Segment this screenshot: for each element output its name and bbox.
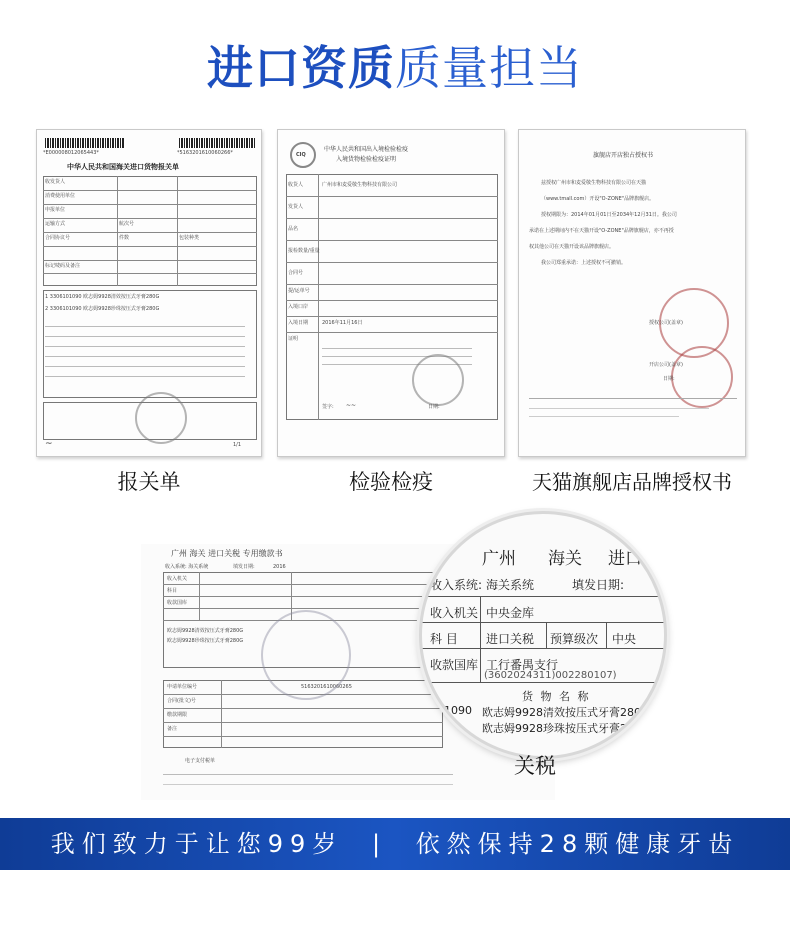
tax-goods-line: 欧志姆9928清效按压式牙膏280G <box>167 628 244 634</box>
lens-system-value: 海关系统 <box>486 578 535 592</box>
lens-row-value: 中央金库 <box>486 606 535 620</box>
customs-label: 航次号 <box>119 221 135 227</box>
authorization-opener: 开店公司(盖章) <box>649 362 683 368</box>
tax-year: 2016 <box>273 564 286 570</box>
inspection-label: 入境日期 <box>288 320 309 326</box>
barcode-left <box>45 138 125 148</box>
tax-seal-text: 5163201610060265 <box>301 684 352 690</box>
inspection-stamp <box>412 354 464 406</box>
authorization-body-line: 授权期限为：2014年01月01日至2034年12月31日。我公司 <box>541 212 677 218</box>
caption-inspection: 检验检疫 <box>349 470 433 494</box>
slogan-left: 我们致力于让您99岁 <box>50 830 344 858</box>
inspection-entry-date: 2016年11月16日 <box>322 320 363 326</box>
authorization-letter-image <box>518 129 746 457</box>
customs-signature: ~ <box>45 439 53 449</box>
inspection-certificate-image <box>277 129 505 457</box>
slogan-separator: | <box>371 830 388 858</box>
customs-declaration-image <box>36 129 262 457</box>
authorization-body-line: （www.tmall.com）开设"O-ZONE"品牌旗舰店。 <box>541 196 655 202</box>
inspection-date-label: 日期: <box>428 404 440 410</box>
customs-label: 申报单位 <box>45 207 66 213</box>
customs-label: 运输方式 <box>45 221 66 227</box>
tax-bottom-label: 申请单位编号 <box>167 684 198 690</box>
tax-fill-date: 填发日期: <box>233 564 255 570</box>
lens-goods-code: 1090 <box>430 720 458 733</box>
authorization-body-line: 承诺在上述期间内不在天猫开设"O-ZONE"品牌旗舰店，亦不再授 <box>529 228 674 234</box>
lens-row-label: 科 目 <box>430 632 458 646</box>
title-light: 质量担当 <box>395 41 583 95</box>
inspection-heading-1: 中华人民共和国出入境检验检疫 <box>324 146 409 153</box>
lens-row-value: 进口关税 <box>486 632 535 646</box>
authorization-body-line: 我公司郑重承诺：上述授权不可撤销。 <box>541 260 627 266</box>
lens-goods-code: 101090 <box>430 704 472 717</box>
lens-goods-name: 欧志姆9928清效按压式牙膏280G <box>482 706 650 719</box>
customs-label: 件数 <box>119 235 130 241</box>
authorization-date-label: 日期: <box>663 376 675 382</box>
tax-row-label: 收款国库 <box>167 600 188 606</box>
tax-row-label: 科目 <box>167 588 178 594</box>
inspection-label: 合同号 <box>288 270 304 276</box>
customs-stamp <box>135 392 187 444</box>
customs-label: 包装种类 <box>179 235 200 241</box>
tax-system: 收入系统: 海关系统 <box>165 564 209 570</box>
inspection-label: 报检数量/重量 <box>288 248 320 254</box>
inspection-label: 收货人 <box>288 182 304 188</box>
customs-page-number: 1/1 <box>233 442 242 448</box>
authorization-signer: 授权公司(盖章) <box>649 320 683 326</box>
customs-goods-line: 1 3306101090 欧志姆9928清效按压式牙膏280G <box>45 294 160 300</box>
caption-tax: 关税 <box>514 754 556 778</box>
inspection-label: 证明 <box>288 336 299 342</box>
lens-row-extra-value: 中央 <box>612 632 637 646</box>
authorization-body-line: 权其他公司在天猫开设该品牌旗舰店。 <box>529 244 615 250</box>
lens-row-label: 收入机关 <box>430 606 479 620</box>
authorization-heading: 旗舰店开店独占授权书 <box>593 152 654 159</box>
caption-authorization: 天猫旗舰店品牌授权书 <box>532 470 732 494</box>
inspection-label: 提/运单号 <box>288 288 310 294</box>
lens-title-2: 海关 <box>548 549 582 569</box>
tax-bottom-label: 合同(批文)号 <box>167 698 196 704</box>
inspection-label: 品名 <box>288 226 299 232</box>
tax-bottom-label: 备注 <box>167 726 178 732</box>
ciq-logo-text: CIQ <box>296 152 306 158</box>
customs-label: 收发货人 <box>45 179 66 185</box>
slogan-right: 依然保持28颗健康牙齿 <box>415 830 740 858</box>
lens-goods-header: 货 物 名 称 <box>522 690 591 703</box>
lens-title-3: 进口 <box>608 549 642 569</box>
lens-system-label: 收入系统: <box>430 578 483 592</box>
barcode-text-left: *E000008012065443* <box>43 150 99 156</box>
magnifier-lens <box>419 511 667 759</box>
lens-fill-date: 填发日期: <box>572 578 625 592</box>
title-bold: 进口资质 <box>207 41 395 95</box>
inspection-label: 发货人 <box>288 204 304 210</box>
lens-title-1: 广州 <box>482 549 516 569</box>
page-title <box>0 38 790 98</box>
inspection-heading-2: 入境货物检验检疫证明 <box>336 156 397 163</box>
lens-row-label: 收款国库 <box>430 658 479 672</box>
slogan-banner <box>0 818 790 870</box>
tax-heading: 广州 海关 进口关税 专用缴款书 <box>171 549 283 558</box>
inspection-sign-label: 签字: <box>322 404 334 410</box>
inspection-label: 入境口岸 <box>288 304 309 310</box>
lens-account: (3602024311)002280107) <box>484 670 617 681</box>
barcode-right <box>179 138 255 148</box>
lens-row-value: 工行番禺支行 <box>486 658 559 672</box>
tax-goods-line: 欧志姆9928珍珠按压式牙膏280G <box>167 638 244 644</box>
tax-stamp <box>261 610 351 700</box>
customs-header-table <box>43 176 257 286</box>
customs-label: 消费使用单位 <box>45 193 76 199</box>
customs-label: 标记唛码及备注 <box>45 263 81 269</box>
caption-customs: 报关单 <box>117 470 181 494</box>
lens-row-extra-label: 预算级次 <box>550 632 599 646</box>
barcode-text-right: *5163201610060266* <box>177 150 233 156</box>
inspection-signature: ~~ <box>346 402 357 409</box>
inspection-consignee: 广州市和麦爱敬生物科技有限公司 <box>322 182 398 188</box>
tax-bottom-label: 缴款期限 <box>167 712 188 718</box>
authorization-body-line: 兹授权广州市和麦爱敬生物科技有限公司在天猫 <box>541 180 647 186</box>
lens-goods-name: 欧志姆9928珍珠按压式牙膏280G <box>482 722 650 735</box>
customs-goods-line: 2 3306101090 欧志姆9928珍珠按压式牙膏280G <box>45 306 160 312</box>
customs-heading: 中华人民共和国海关进口货物报关单 <box>67 163 179 171</box>
tax-e-payment: 电子支付税单 <box>185 758 216 764</box>
tax-row-label: 收入机关 <box>167 576 188 582</box>
customs-label: 合同协议号 <box>45 235 71 241</box>
